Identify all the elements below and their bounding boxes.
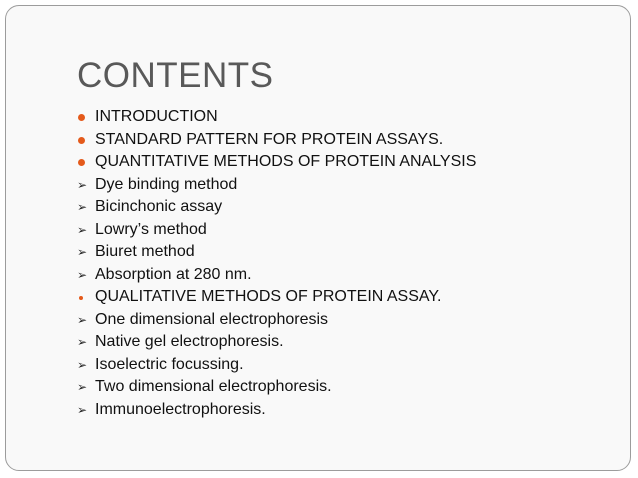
arrow-bullet-icon: ➢	[77, 380, 88, 394]
list-item-text: Immunoelectrophoresis.	[95, 400, 266, 418]
bullet-dot-icon	[78, 151, 95, 174]
bullet-dot-icon	[78, 129, 95, 152]
list-item-text: INTRODUCTION	[95, 108, 218, 125]
list-item-text: Isoelectric focussing.	[95, 355, 244, 373]
arrow-bullet-icon: ➢	[77, 245, 88, 259]
list-item-text: QUANTITATIVE METHODS OF PROTEIN ANALYSIS	[95, 153, 477, 170]
list-item-text: Two dimensional electrophoresis.	[95, 378, 332, 395]
slide	[5, 5, 631, 471]
list-item-text: Native gel electrophoresis.	[95, 333, 284, 350]
list-item	[78, 376, 476, 399]
list-item	[78, 151, 476, 174]
bullet-dot-icon	[78, 106, 95, 129]
arrow-bullet-icon: ➢	[77, 200, 88, 214]
list-item-text: QUALITATIVE METHODS OF PROTEIN ASSAY.	[95, 288, 442, 305]
list-item	[78, 354, 476, 377]
arrow-bullet-icon: ➢	[77, 402, 88, 417]
list-item	[78, 309, 476, 332]
list-item	[78, 241, 476, 264]
list-item	[78, 331, 476, 354]
small-dot-bullet-icon	[78, 286, 95, 309]
arrow-bullet-icon: ➢	[77, 357, 88, 372]
list-item-text: Dye binding method	[95, 175, 238, 193]
arrow-bullet-icon: ➢	[77, 177, 88, 192]
slide-title: CONTENTS	[77, 56, 274, 95]
list-item	[78, 106, 476, 129]
list-item-text: Biuret method	[95, 243, 195, 260]
arrow-bullet-icon: ➢	[77, 335, 88, 349]
list-item	[78, 196, 476, 219]
list-item-text: Bicinchonic assay	[95, 198, 223, 215]
list-item-text: Absorption at 280 nm.	[95, 265, 252, 283]
list-item-text: Lowry’s method	[95, 220, 207, 238]
list-item	[78, 399, 476, 422]
contents-list	[78, 106, 476, 421]
arrow-bullet-icon: ➢	[77, 222, 88, 237]
arrow-bullet-icon: ➢	[77, 267, 88, 282]
list-item-text: One dimensional electrophoresis	[95, 310, 329, 328]
list-item	[78, 129, 476, 152]
list-item	[78, 264, 476, 287]
list-item	[78, 286, 476, 309]
list-item	[78, 174, 476, 197]
arrow-bullet-icon: ➢	[77, 312, 88, 327]
list-item	[78, 219, 476, 242]
list-item-text: STANDARD PATTERN FOR PROTEIN ASSAYS.	[95, 130, 444, 148]
